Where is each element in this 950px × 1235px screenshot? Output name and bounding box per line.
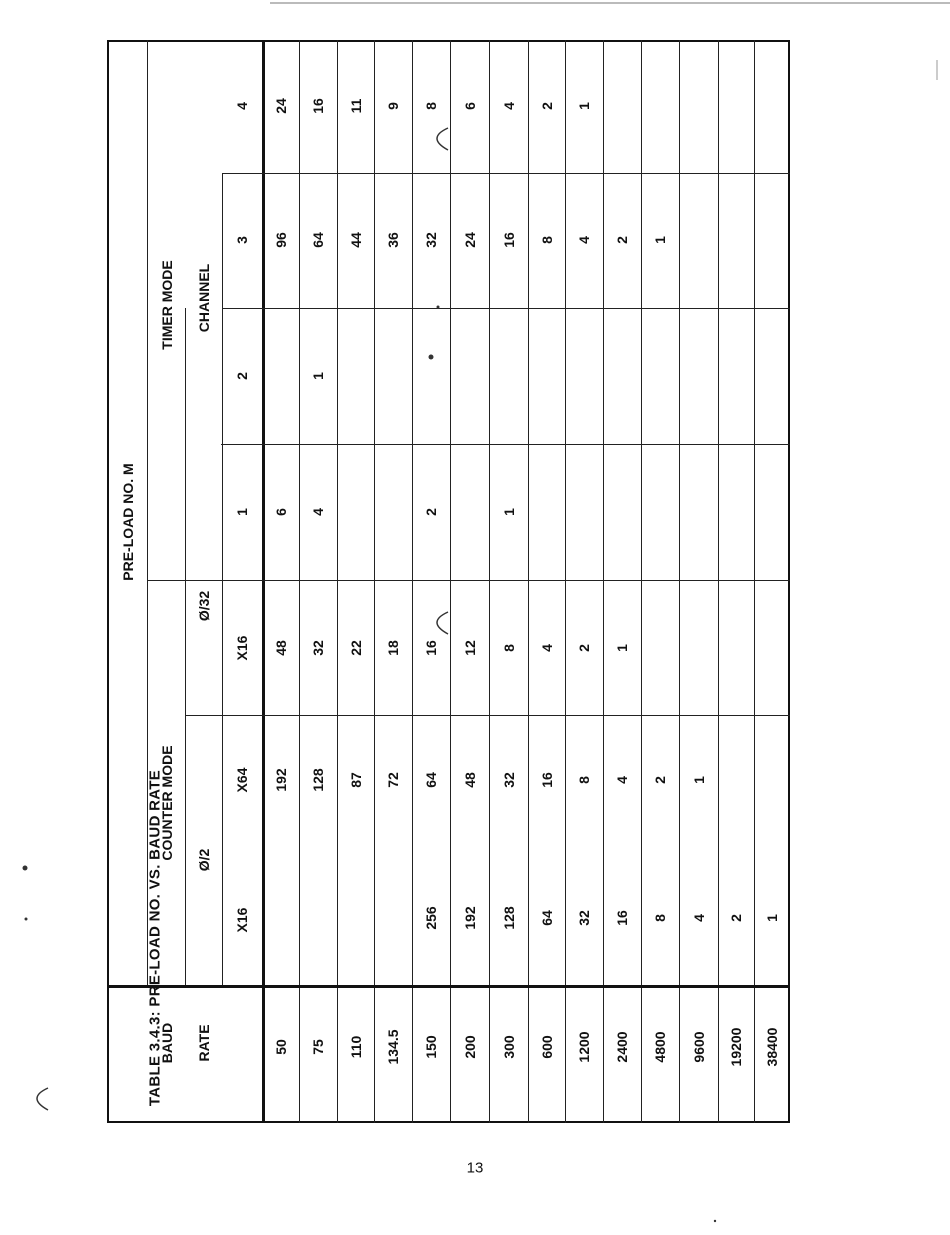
value-cell-phi32-x16: 8 [500,644,517,652]
baud-rate-cell: 38400 [764,1027,780,1067]
column-header-phi2-x16: X16 [234,907,250,933]
grid-line [641,40,642,1123]
value-cell-phi32-x16: 22 [347,640,364,656]
column-header-phi2-x64: X64 [234,767,250,793]
value-cell-phi2-x16: 1 [764,914,780,922]
header-rate: RATE [196,1024,212,1062]
value-cell-phi2-x16: 256 [423,906,439,930]
grid-line [603,40,604,1123]
value-cell-phi32-x16: 1 [614,644,630,652]
grid-line [718,40,719,1123]
value-cell-ch4: 1 [576,102,592,110]
column-header-ch2: 2 [234,372,250,380]
baud-rate-cell: 50 [272,1039,289,1055]
grid-line [679,40,680,1123]
value-cell-ch3: 1 [652,236,668,244]
baud-rate-cell: 1200 [576,1031,592,1063]
header-channel: CHANNEL [196,263,212,333]
grid-line [222,173,790,174]
value-cell-phi32-x16: 16 [423,640,439,656]
value-cell-phi2-x16: 128 [500,906,517,930]
value-cell-phi32-x16: 18 [385,640,401,656]
grid-line [107,985,790,988]
value-cell-phi32-x16: 48 [272,640,289,656]
grid-line [222,444,790,445]
value-cell-ch4: 4 [500,102,517,110]
value-cell-ch1: 4 [310,508,326,516]
value-cell-ch3: 8 [538,236,555,244]
grid-line [185,715,790,716]
value-cell-ch3: 4 [576,236,592,244]
grid-line [565,40,566,1123]
value-cell-ch1: 1 [500,508,517,516]
value-cell-phi2-x16: 32 [576,910,592,926]
grid-line [412,40,413,1123]
value-cell-phi2-x64: 48 [461,772,478,788]
header-counter-mode: COUNTER MODE [159,745,175,861]
value-cell-phi2-x64: 16 [538,772,555,788]
value-cell-phi2-x64: 32 [500,772,517,788]
header-preload: PRE-LOAD NO. M [120,463,136,581]
value-cell-phi2-x16: 4 [690,914,707,922]
grid-line [299,40,300,1123]
baud-rate-cell: 600 [538,1035,555,1059]
baud-rate-cell: 19200 [728,1027,744,1067]
baud-rate-cell: 300 [500,1035,517,1059]
grid-line [147,580,790,581]
grid-line [337,40,338,1123]
column-header-phi32-x16: X16 [234,635,250,661]
value-cell-ch4: 16 [310,98,326,114]
baud-rate-cell: 9600 [690,1031,707,1063]
value-cell-phi32-x16: 2 [576,644,592,652]
baud-rate-cell: 200 [461,1035,478,1059]
table-caption: TABLE 3.4.3: PRE-LOAD NO. VS. BAUD RATE [146,769,164,1107]
grid-line [262,40,265,1123]
value-cell-ch4: 6 [461,102,478,110]
value-cell-ch3: 96 [272,232,289,248]
header-timer-mode: TIMER MODE [159,260,175,350]
grid-line [222,173,223,985]
header-phi2: Ø/2 [196,848,212,872]
column-header-ch1: 1 [234,508,250,516]
value-cell-ch2: 1 [310,372,326,380]
value-cell-phi2-x64: 1 [690,776,707,784]
column-header-ch4: 4 [234,102,250,110]
value-cell-ch3: 24 [461,232,478,248]
preload-table [107,40,790,1123]
grid-line [489,40,490,1123]
baud-rate-cell: 75 [310,1039,326,1055]
header-baud: BAUD [159,1022,175,1064]
value-cell-phi2-x16: 2 [728,914,744,922]
grid-line [528,40,529,1123]
value-cell-phi32-x16: 12 [461,640,478,656]
value-cell-phi2-x64: 192 [272,768,289,792]
value-cell-phi2-x64: 64 [423,772,439,788]
value-cell-phi2-x64: 2 [652,776,668,784]
value-cell-phi2-x64: 72 [385,772,401,788]
header-phi32: Ø/32 [196,590,212,622]
grid-line [450,40,451,1123]
value-cell-ch3: 64 [310,232,326,248]
value-cell-ch4: 24 [272,98,289,114]
value-cell-phi2-x16: 64 [538,910,555,926]
baud-rate-cell: 150 [423,1035,439,1059]
page-number: 13 [466,1159,484,1177]
value-cell-phi2-x64: 8 [576,776,592,784]
value-cell-phi32-x16: 4 [538,644,555,652]
value-cell-phi2-x16: 192 [461,906,478,930]
baud-rate-cell: 2400 [614,1031,630,1063]
value-cell-phi2-x64: 4 [614,776,630,784]
column-header-ch3: 3 [234,236,250,244]
grid-line [754,40,755,1123]
value-cell-ch4: 11 [347,98,364,114]
grid-line [222,308,790,309]
value-cell-phi2-x16: 8 [652,914,668,922]
value-cell-ch3: 2 [614,236,630,244]
value-cell-ch3: 36 [385,232,401,248]
value-cell-ch4: 2 [538,102,555,110]
value-cell-phi2-x16: 16 [614,910,630,926]
baud-rate-cell: 4800 [652,1031,668,1063]
baud-rate-cell: 110 [347,1035,364,1059]
value-cell-phi2-x64: 87 [347,772,364,788]
value-cell-ch3: 16 [500,232,517,248]
grid-line [185,308,186,985]
value-cell-ch4: 8 [423,102,439,110]
value-cell-ch1: 6 [272,508,289,516]
value-cell-ch1: 2 [423,508,439,516]
value-cell-ch4: 9 [385,102,401,110]
value-cell-phi32-x16: 32 [310,640,326,656]
grid-line [374,40,375,1123]
baud-rate-cell: 134.5 [385,1029,401,1065]
value-cell-ch3: 44 [347,232,364,248]
value-cell-phi2-x64: 128 [310,768,326,792]
value-cell-ch3: 32 [423,232,439,248]
